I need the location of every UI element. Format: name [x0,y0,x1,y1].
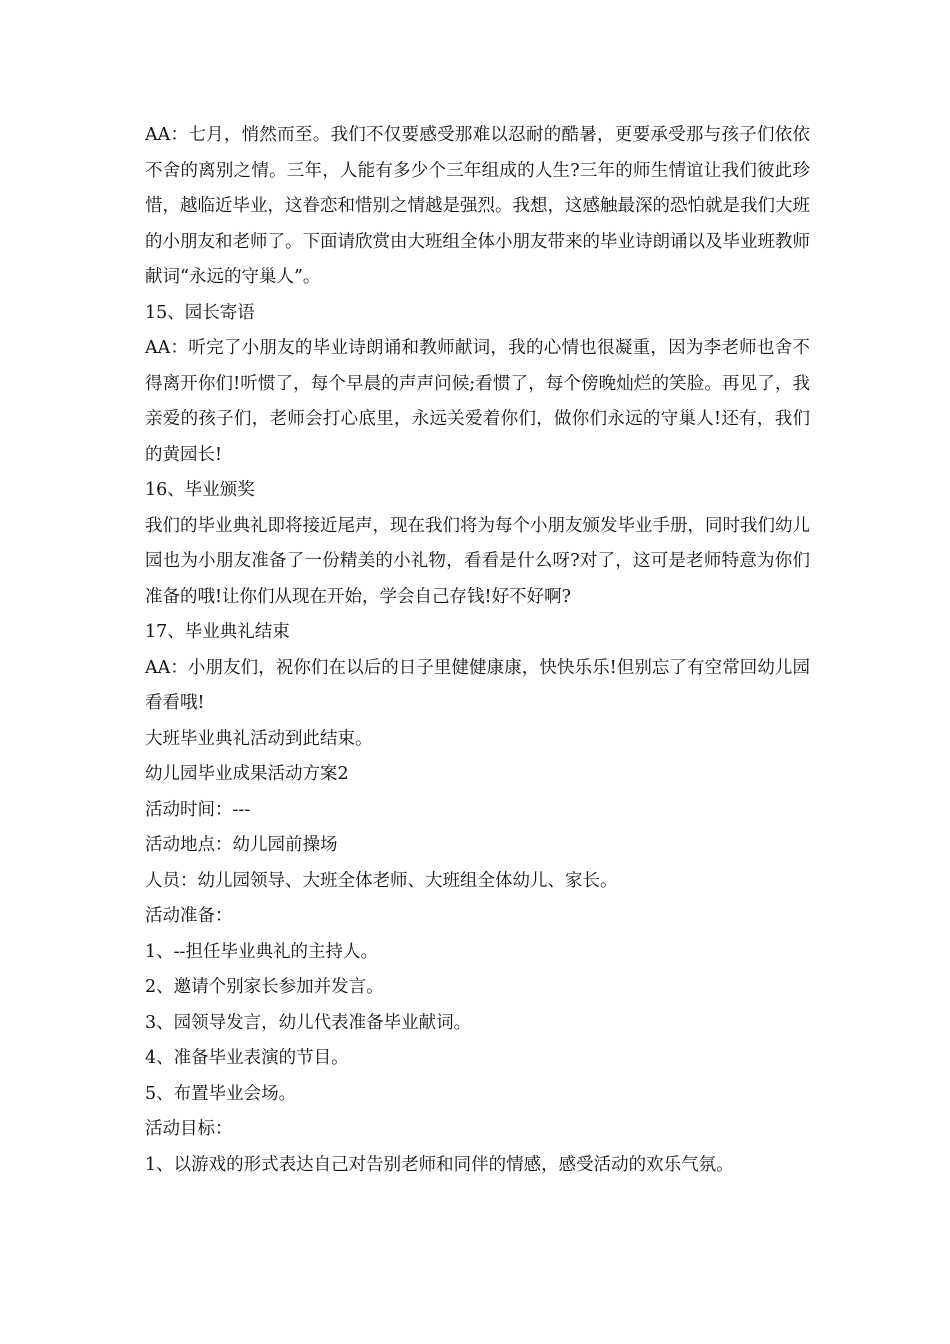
list-item-prep-5: 5、布置毕业会场。 [145,1083,297,1104]
list-item-prep-4: 4、准备毕业表演的节目。 [145,1048,349,1068]
line-activity-location: 活动地点：幼儿园前操场 [145,835,338,855]
paragraph-host-closing: AA：小朋友们，祝你们在以后的日子里健健康康，快快乐乐!但别忘了有空常回幼儿园看看哦! [145,657,810,713]
paragraph-activity-end: 大班毕业典礼活动到此结束。 [145,728,373,749]
document-body [145,118,810,1183]
heading-activity-goals: 活动目标： [145,1119,233,1139]
paragraph-host-speech-farewell: AA：听完了小朋友的毕业诗朗诵和教师献词，我的心情也很凝重，因为李老师也舍不得离开你们!听惯了，每个早晨的声声问候;看惯了，每个傍晚灿烂的笑脸。再见了，我亲爱的孩子们，老师会打心底里，永远关爱着你们，做你们永远的守巢人!还有，我们的黄园长! [145,338,810,465]
list-item-prep-1: 1、--担任毕业典礼的主持人。 [145,941,378,962]
list-item-goal-1: 1、以游戏的形式表达自己对告别老师和同伴的情感，感受活动的欢乐气氛。 [145,1154,734,1175]
heading-ceremony-end: 17、毕业典礼结束 [145,622,290,642]
paragraph-host-speech-july: AA：七月，悄然而至。我们不仅要感受那难以忍耐的酷暑，更要承受那与孩子们依依不舍的离别之情。三年，人能有多少个三年组成的人生?三年的师生情谊让我们彼此珍惜，越临近毕业，这眷恋和惜别之情越是强烈。我想，这感触最深的恐怕就是我们大班的小朋友和老师了。下面请欣赏由大班组全体小朋友带来的毕业诗朗诵以及毕业班教师献词“永远的守巢人”。 [145,125,810,287]
heading-plan-2: 幼儿园毕业成果活动方案2 [145,764,349,784]
list-item-prep-2: 2、邀请个别家长参加并发言。 [145,977,384,997]
heading-activity-preparation: 活动准备： [145,906,233,926]
heading-principal-message: 15、园长寄语 [145,302,255,323]
paragraph-awards-description: 我们的毕业典礼即将接近尾声，现在我们将为每个小朋友颁发毕业手册，同时我们幼儿园也为小朋友准备了一份精美的小礼物，看看是什么呀?对了，这可是老师特意为你们准备的哦!让你们从现在开始，学会自己存钱!好不好啊? [145,515,810,607]
line-activity-time: 活动时间：--- [145,799,251,820]
line-participants: 人员：幼儿园领导、大班全体老师、大班组全体幼儿、家长。 [145,870,618,891]
list-item-prep-3: 3、园领导发言，幼儿代表准备毕业献词。 [145,1012,472,1033]
heading-graduation-awards: 16、毕业颁奖 [145,480,255,500]
